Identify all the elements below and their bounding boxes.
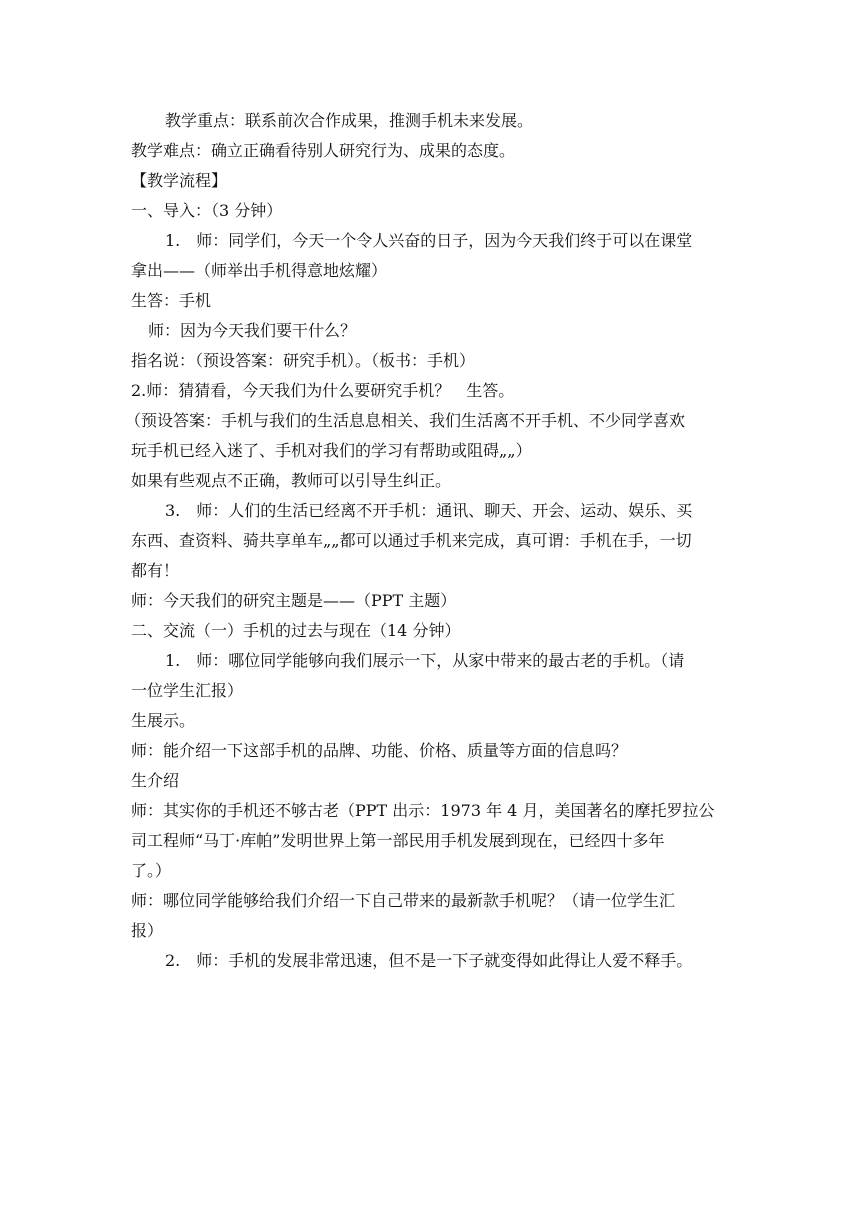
paragraph-line: 玩手机已经入迷了、手机对我们的学习有帮助或阻碍„„） <box>131 441 532 460</box>
teaching-difficulty-line: 教学难点：确立正确看待别人研究行为、成果的态度。 <box>131 141 516 160</box>
paragraph-line: 2. 师：手机的发展非常迅速，但不是一下子就变得如此得让人爱不释手。 <box>165 951 693 970</box>
paragraph-line: 司工程师“马丁·库帕”发明世界上第一部民用手机发展到现在，已经四十多年 <box>131 831 665 850</box>
paragraph-line: 指名说：（预设答案：研究手机）。（板书：手机） <box>131 351 476 370</box>
paragraph-line: 生答：手机 <box>131 291 212 310</box>
paragraph-line: 东西、查资料、骑共享单车„„都可以通过手机来完成，真可谓：手机在手，一切 <box>131 531 692 550</box>
paragraph-line: （预设答案：手机与我们的生活息息相关、我们生活离不开手机、不少同学喜欢 <box>125 411 686 430</box>
paragraph-line: 报） <box>131 921 164 940</box>
paragraph-line: 师：其实你的手机还不够古老（PPT 出示：1973 年 4 月，美国著名的摩托罗拉公 <box>131 801 715 820</box>
paragraph-line: 如果有些观点不正确，教师可以引导生纠正。 <box>131 471 452 490</box>
section-heading-exchange: 二、交流（一）手机的过去与现在（14 分钟） <box>131 621 461 640</box>
paragraph-line: 生介绍 <box>131 771 180 790</box>
paragraph-line: 拿出——（师举出手机得意地炫耀） <box>131 261 388 280</box>
paragraph-line: 师：能介绍一下这部手机的品牌、功能、价格、质量等方面的信息吗？ <box>131 741 628 760</box>
paragraph-line: 师：哪位同学能够给我们介绍一下自己带来的最新款手机呢？（请一位学生汇 <box>131 891 676 910</box>
paragraph-line: 一位学生汇报） <box>131 681 244 700</box>
paragraph-line: 1. 师：哪位同学能够向我们展示一下，从家中带来的最古老的手机。（请 <box>165 651 685 670</box>
paragraph-line: 2.师：猜猜看，今天我们为什么要研究手机？ 生答。 <box>131 381 515 400</box>
paragraph-line: 了。） <box>131 861 172 880</box>
section-heading-teaching-process: 【教学流程】 <box>131 171 228 190</box>
paragraph-line: 都有！ <box>131 561 180 580</box>
paragraph-line: 3. 师：人们的生活已经离不开手机：通讯、聊天、开会、运动、娱乐、买 <box>165 501 693 520</box>
teaching-focus-line: 教学重点：联系前次合作成果，推测手机未来发展。 <box>165 111 534 130</box>
document-body <box>125 106 731 976</box>
paragraph-line: 师：因为今天我们要干什么？ <box>148 321 357 340</box>
paragraph-line: 生展示。 <box>131 711 196 730</box>
paragraph-line: 1. 师：同学们，今天一个令人兴奋的日子，因为今天我们终于可以在课堂 <box>165 231 693 250</box>
paragraph-line: 师：今天我们的研究主题是——（PPT 主题） <box>131 591 457 610</box>
section-heading-intro: 一、导入：（3 分钟） <box>131 201 283 220</box>
